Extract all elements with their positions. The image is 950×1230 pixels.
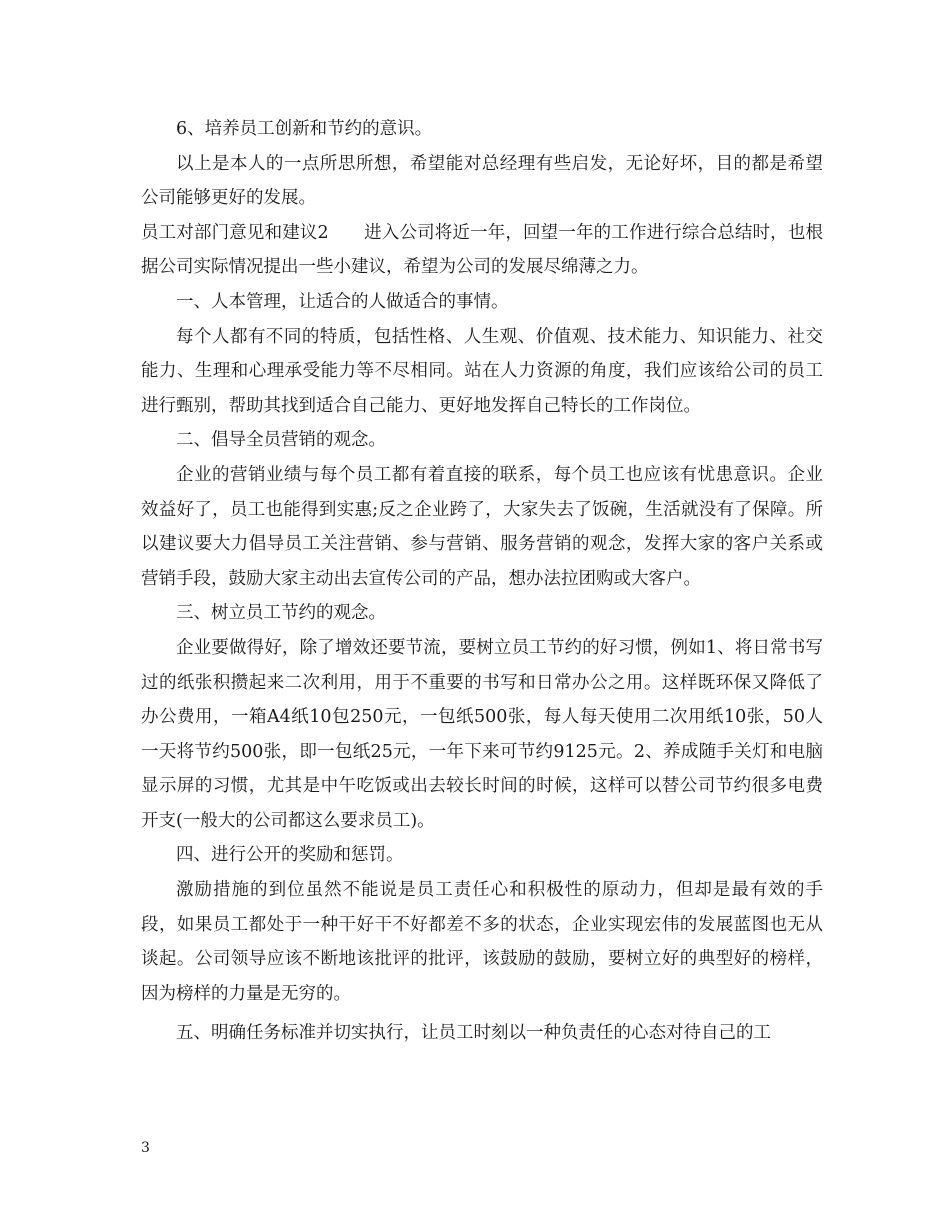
section-heading-3: 三、树立员工节约的观念。 [176,603,386,624]
paragraph-2: 以上是本人的一点所思所想，希望能对总经理有些启发，无论好坏，目的都是希望公司能够更好的发展。 [141,153,823,209]
document-body [141,112,823,1051]
paragraph-5: 每个人都有不同的特质，包括性格、人生观、价值观、技术能力、知识能力、社交能力、生理和心理承受能力等不尽相同。站在人力资源的角度，我们应该给公司的员工进行甄别，帮助其找到适合自己能力、更好地发挥自己特长的工作岗位。 [141,326,823,416]
page-number: 3 [141,1140,150,1156]
section-heading-4: 四、进行公开的奖励和惩罚。 [176,845,404,866]
paragraph-3: 员工对部门意见和建议2 进入公司将近一年，回望一年的工作进行综合总结时，也根据公司实际情况提出一些小建议，希望为公司的发展尽绵薄之力。 [141,222,823,278]
paragraph-7: 企业的营销业绩与每个员工都有着直接的联系，每个员工也应该有忧患意识。企业效益好了，员工也能得到实惠;反之企业跨了，大家失去了饭碗，生活就没有了保障。所以建议要大力倡导员工关注营销、参与营销、服务营销的观念，发挥大家的客户关系或营销手段，鼓励大家主动出去宣传公司的产品，想办法拉团购或大客户。 [141,464,823,589]
section-heading-1: 一、人本管理，让适合的人做适合的事情。 [176,291,509,312]
section-heading-5: 五、明确任务标准并切实执行，让员工时刻以一种负责任的心态对待自己的工 [176,1023,771,1044]
section-heading-2: 二、倡导全员营销的观念。 [176,430,386,451]
paragraph-11: 激励措施的到位虽然不能说是员工责任心和积极性的原动力，但却是最有效的手段，如果员工都处于一种干好干不好都差不多的状态，企业实现宏伟的发展蓝图也无从谈起。公司领导应该不断地该批评的批评，该鼓励的鼓励，要树立好的典型好的榜样，因为榜样的力量是无穷的。 [141,880,823,1004]
paragraph-1: 6、培养员工创新和节约的意识。 [176,119,433,139]
paragraph-9: 企业要做得好，除了增效还要节流，要树立员工节约的好习惯，例如1、将日常书写过的纸张积攒起来二次利用，用于不重要的书写和日常办公之用。这样既环保又降低了办公费用，一箱A4纸10包250元，一包纸500张，每人每天使用二次用纸10张，50人一天将节约500张，即一包纸25元，一年下来可节约9125元。2、养成随手关灯和电脑显示屏的习惯，尤其是中午吃饭或出去较长时间的时候，这样可以替公司节约很多电费开支(一般大的公司都这么要求员工)。 [141,637,823,831]
